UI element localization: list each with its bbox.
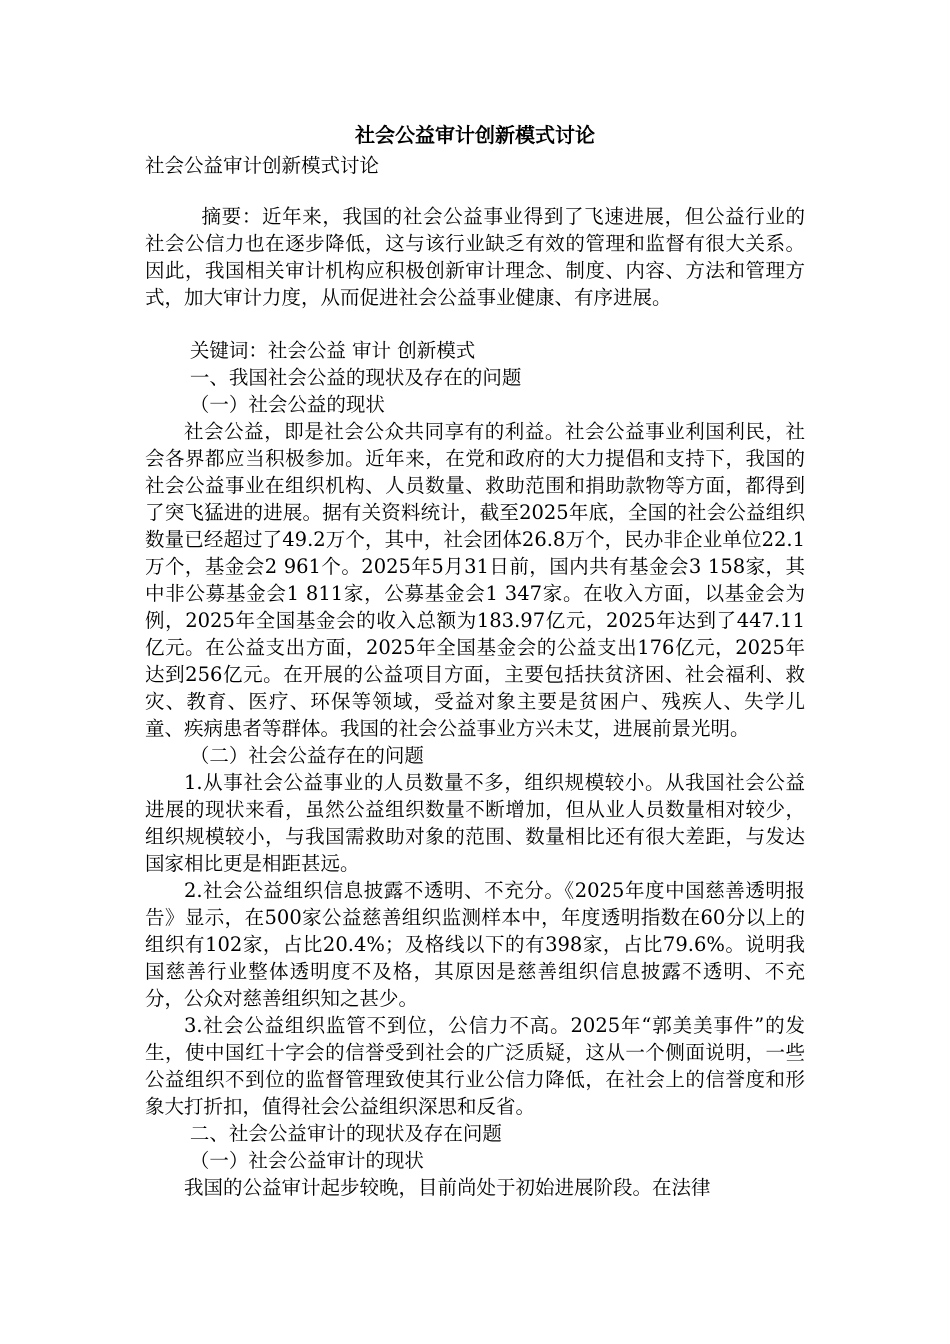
section-1-2-item-3: 3.社会公益组织监管不到位，公信力不高。2025年“郭美美事件”的发生，使中国红十字会的信誉受到社会的广泛质疑，这从一个侧面说明，一些公益组织不到位的监督管理致使其行业公信力降低，在社会上的信誉度和形象大打折扣，值得社会公益组织深思和反省。 (145, 1014, 805, 1118)
section-2-1-paragraph: 我国的公益审计起步较晚，目前尚处于初始进展阶段。在法律 (184, 1176, 711, 1199)
document-title: 社会公益审计创新模式讨论 (355, 123, 595, 147)
section-1-heading: 一、我国社会公益的现状及存在的问题 (189, 366, 522, 389)
abstract-paragraph: 摘要：近年来，我国的社会公益事业得到了飞速进展，但公益行业的社会公信力也在逐步降低，这与该行业缺乏有效的管理和监督有很大关系。因此，我国相关审计机构应积极创新审计理念、制度、内容、方法和管理方式，加大审计力度，从而促进社会公益事业健康、有序进展。 (145, 205, 805, 309)
section-2-1-heading: （一）社会公益审计的现状 (189, 1149, 424, 1172)
section-1-2-heading: （二）社会公益存在的问题 (189, 744, 424, 767)
section-1-1-heading: （一）社会公益的现状 (189, 393, 385, 416)
document-subtitle: 社会公益审计创新模式讨论 (145, 154, 380, 177)
keywords-line: 关键词：社会公益 审计 创新模式 (189, 339, 476, 362)
section-1-2-item-2: 2.社会公益组织信息披露不透明、不充分。《2025年度中国慈善透明报告》显示，在500家公益慈善组织监测样本中，年度透明指数在60分以上的组织有102家，占比20.4%；及格线以下的有398家，占比79.6%。说明我国慈善行业整体透明度不及格，其原因是慈善组织信息披露不透明、不充分，公众对慈善组织知之甚少。 (145, 879, 805, 1010)
document-body (145, 120, 805, 1201)
section-1-2-item-1: 1.从事社会公益事业的人员数量不多，组织规模较小。从我国社会公益进展的现状来看，虽然公益组织数量不断增加，但从业人员数量相对较少，组织规模较小，与我国需救助对象的范围、数量相比还有很大差距，与发达国家相比更是相距甚远。 (145, 771, 805, 875)
section-1-1-paragraph: 社会公益，即是社会公众共同享有的利益。社会公益事业利国利民，社会各界都应当积极参加。近年来，在党和政府的大力提倡和支持下，我国的社会公益事业在组织机构、人员数量、救助范围和捐助款物等方面，都得到了突飞猛进的进展。据有关资料统计，截至2025年底，全国的社会公益组织数量已经超过了49.2万个，其中，社会团体26.8万个，民办非企业单位22.1万个，基金会2 961个。2025年5月31日前，国内共有基金会3 158家，其中非公募基金会1 811家，公募基金会1 347家。在收入方面，以基金会为例，2025年全国基金会的收入总额为183.97亿元，2025年达到了447.11亿元。在公益支出方面，2025年全国基金会的公益支出176亿元，2025年达到256亿元。在开展的公益项目方面，主要包括扶贫济困、社会福利、救灾、教育、医疗、环保等领域，受益对象主要是贫困户、残疾人、失学儿童、疾病患者等群体。我国的社会公益事业方兴未艾，进展前景光明。 (145, 420, 805, 740)
section-2-heading: 二、社会公益审计的现状及存在问题 (189, 1122, 502, 1145)
